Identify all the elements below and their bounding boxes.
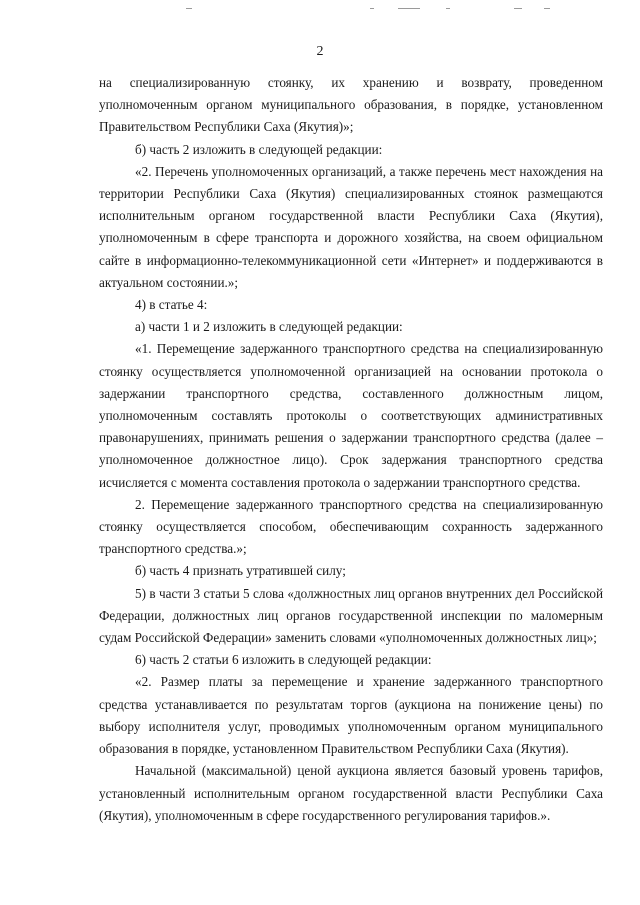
scan-header-marks xyxy=(0,8,640,14)
paragraph-6: «1. Перемещение задержанного транспортного средства на специализированную стоянку осуществляется уполномоченной организацией на основании протокола о задержании транспортного средства, составленного должностным лицом, уполномоченным составлять протоколы о соответствующих административных правонарушениях, принимать решения о задержании транспортного средства (далее – уполномоченное должностное лицо). Срок задержания транспортного средства исчисляется с момента составления протокола о задержании транспортного средства. xyxy=(99,341,603,490)
paragraph-2: б) часть 2 изложить в следующей редакции: xyxy=(135,141,383,157)
paragraph-12: Начальной (максимальной) ценой аукциона является базовый уровень тарифов, установленный исполнительным органом государственной власти Республики Саха (Якутия), уполномоченным в сфере государственного регулирования тарифов.». xyxy=(99,763,603,823)
paragraph-10: 6) часть 2 статьи 6 изложить в следующей редакции: xyxy=(135,652,432,668)
document-body xyxy=(99,72,603,827)
paragraph-8: б) часть 4 признать утратившей силу; xyxy=(135,563,346,579)
scan-mark xyxy=(514,8,522,9)
scan-mark xyxy=(186,8,192,9)
scan-mark xyxy=(544,8,550,9)
paragraph-9: 5) в части 3 статьи 5 слова «должностных лиц органов внутренних дел Российской Федерации, должностных лиц органов государственной инспекции по маломерным судам Российской Федерации» заменить словами «уполномоченных должностных лиц»; xyxy=(99,585,603,646)
paragraph-4: 4) в статье 4: xyxy=(135,297,208,313)
scan-mark xyxy=(446,8,450,9)
page-number: 2 xyxy=(316,44,324,59)
paragraph-7: 2. Перемещение задержанного транспортного средства на специализированную стоянку осуществляется способом, обеспечивающим сохранность задержанного транспортного средства.»; xyxy=(99,496,603,557)
scan-mark xyxy=(370,8,374,9)
scan-mark xyxy=(398,8,420,9)
paragraph-5: а) части 1 и 2 изложить в следующей редакции: xyxy=(135,319,403,335)
paragraph-1: на специализированную стоянку, их хранению и возврату, проведенном уполномоченным органом муниципального образования, в порядке, установленном Правительством Республики Саха (Якутия)»; xyxy=(99,75,603,135)
paragraph-11: «2. Размер платы за перемещение и хранение задержанного транспортного средства устанавливается по результатам торгов (аукциона на понижение цены) по выбору исполнителя услуг, проводимых уполномоченным органом муниципального образования в порядке, установленном Правительством Республики Саха (Якутия). xyxy=(99,674,603,757)
paragraph-3: «2. Перечень уполномоченных организаций, а также перечень мест нахождения на территории Республики Саха (Якутия) специализированных стоянок размещаются исполнительным органом государственной власти Республики Саха (Якутия), уполномоченным в сфере транспорта и дорожного хозяйства, на своем официальном сайте в информационно-телекоммуникационной сети «Интернет» и поддерживаются в актуальном состоянии.»; xyxy=(99,163,603,290)
